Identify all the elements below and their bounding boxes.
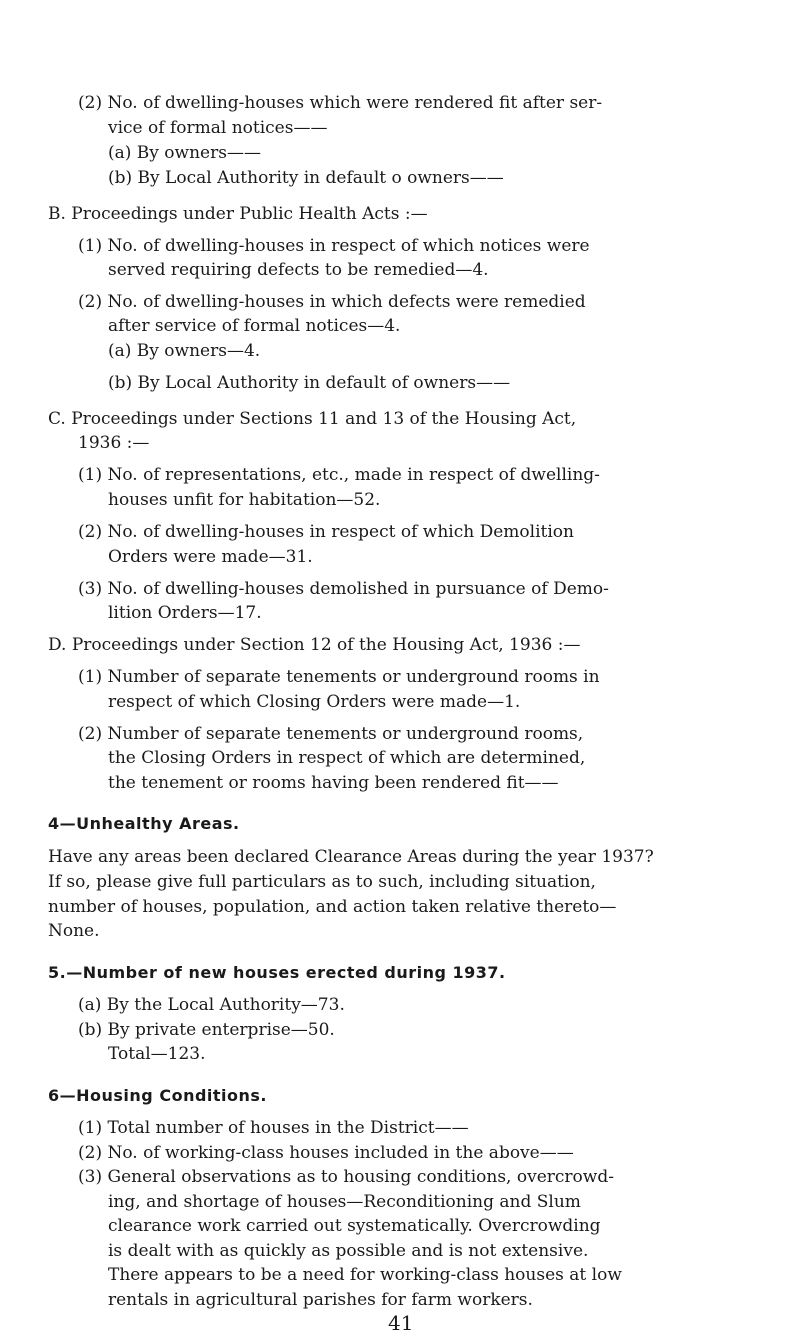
section-b-item1-line2: served requiring defects to be remedied—4. — [108, 260, 489, 280]
section-4-line2: If so, please give full particulars as to such, including situation, — [48, 872, 596, 892]
section-4-line4: None. — [48, 921, 100, 941]
section-d-item2-line1: (2) Number of separate tenements or underground rooms, — [78, 724, 584, 744]
section-4-heading: 4—Unhealthy Areas. — [48, 814, 240, 833]
section-c-heading-cont: 1936 :— — [78, 433, 150, 453]
section-5-a: (a) By the Local Authority—73. — [78, 995, 345, 1015]
item-a2-line1: (2) No. of dwelling-houses which were rendered fit after ser- — [78, 93, 603, 113]
section-b-a: (a) By owners—4. — [108, 341, 261, 361]
section-6-item2: (2) No. of working-class houses included in the above—— — [78, 1143, 574, 1163]
section-6-item3-line3: clearance work carried out systematically. Overcrowding — [108, 1216, 601, 1236]
section-5-b: (b) By private enterprise—50. — [78, 1020, 335, 1040]
section-d-heading: D. Proceedings under Section 12 of the Housing Act, 1936 :— — [48, 635, 581, 655]
section-b-heading: B. Proceedings under Public Health Acts :— — [48, 204, 428, 224]
section-d-item1-line2: respect of which Closing Orders were made—1. — [108, 692, 521, 712]
item-a2-b: (b) By Local Authority in default o owners—— — [108, 168, 504, 188]
section-6-heading: 6—Housing Conditions. — [48, 1086, 268, 1105]
section-b-item2-line2: after service of formal notices—4. — [108, 316, 401, 336]
section-6-item3-line4: is dealt with as quickly as possible and is not extensive. — [108, 1241, 589, 1261]
section-c-item1-line2: houses unfit for habitation—52. — [108, 490, 381, 510]
item-a2-a: (a) By owners—— — [108, 143, 261, 163]
section-c-heading: C. Proceedings under Sections 11 and 13 of the Housing Act, — [48, 409, 577, 429]
section-c-item2-line2: Orders were made—31. — [108, 547, 313, 567]
page-number: 41 — [388, 1311, 414, 1335]
section-d-item2-line2: the Closing Orders in respect of which are determined, — [108, 748, 586, 768]
section-6-item1: (1) Total number of houses in the District—— — [78, 1118, 469, 1138]
section-6-item3-line2: ing, and shortage of houses—Reconditioning and Slum — [108, 1192, 581, 1212]
section-6-item3-line1: (3) General observations as to housing conditions, overcrowd- — [78, 1167, 614, 1187]
section-c-item3-line1: (3) No. of dwelling-houses demolished in pursuance of Demo- — [78, 579, 609, 599]
section-c-item3-line2: lition Orders—17. — [108, 603, 262, 623]
section-5-heading: 5.—Number of new houses erected during 1937. — [48, 963, 506, 982]
section-b-item2-line1: (2) No. of dwelling-houses in which defects were remedied — [78, 292, 586, 312]
section-5-total: Total—123. — [108, 1044, 206, 1064]
section-c-item2-line1: (2) No. of dwelling-houses in respect of which Demolition — [78, 522, 574, 542]
section-4-line1: Have any areas been declared Clearance Areas during the year 1937? — [48, 847, 654, 867]
section-6-item3-line6: rentals in agricultural parishes for farm workers. — [108, 1290, 533, 1310]
section-c-item1-line1: (1) No. of representations, etc., made in respect of dwelling- — [78, 465, 600, 485]
section-d-item2-line3: the tenement or rooms having been rendered fit—— — [108, 773, 559, 793]
section-d-item1-line1: (1) Number of separate tenements or underground rooms in — [78, 667, 600, 687]
section-4-line3: number of houses, population, and action taken relative thereto— — [48, 897, 617, 917]
section-6-item3-line5: There appears to be a need for working-class houses at low — [108, 1265, 622, 1285]
section-b-b: (b) By Local Authority in default of owners—— — [108, 373, 511, 393]
item-a2-line2: vice of formal notices—— — [108, 118, 328, 138]
section-b-item1-line1: (1) No. of dwelling-houses in respect of which notices were — [78, 236, 590, 256]
